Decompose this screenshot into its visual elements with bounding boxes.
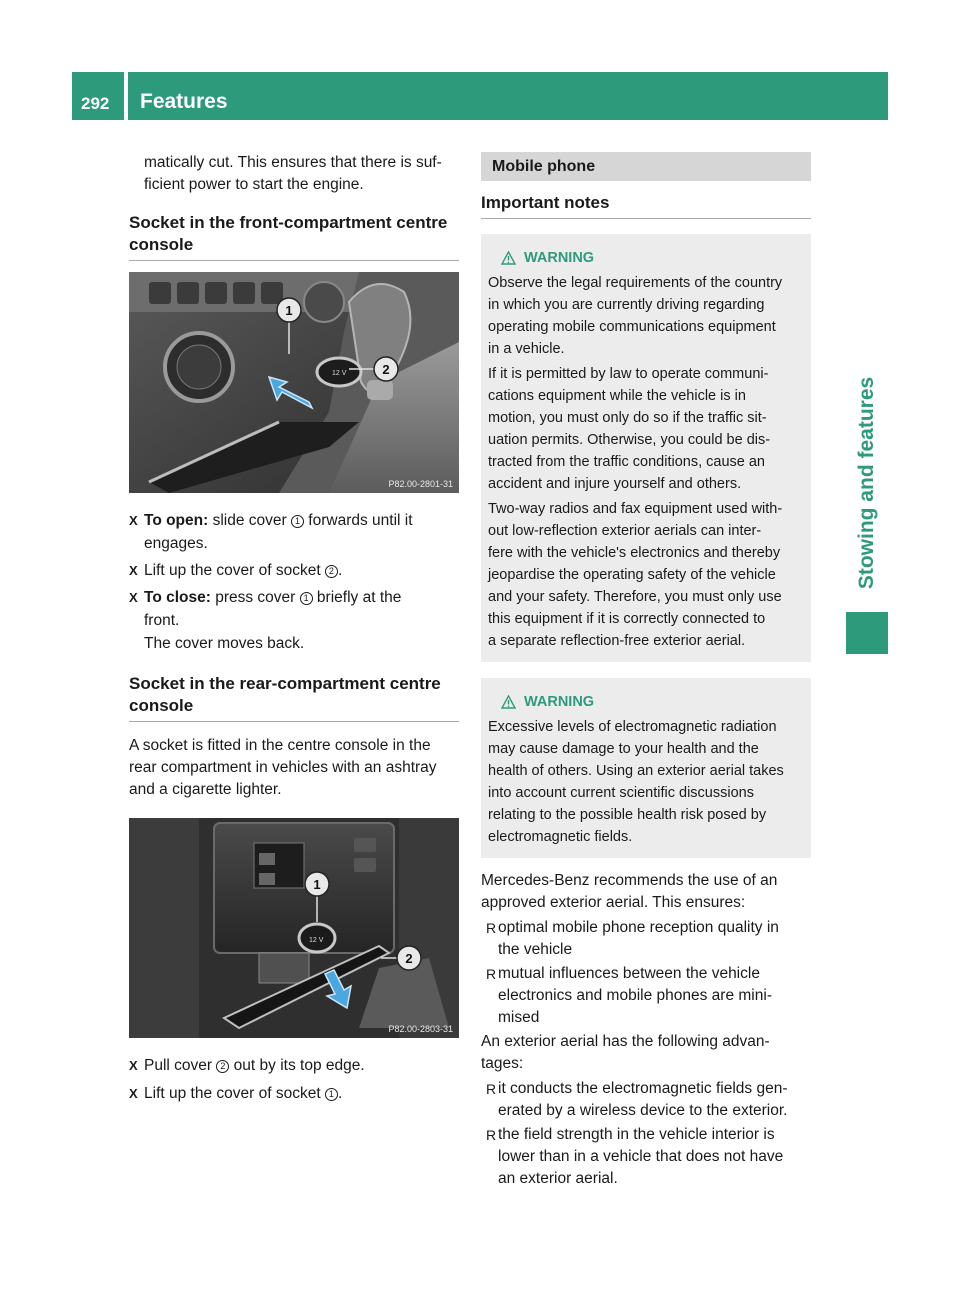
- rear-heading-line-2: console: [129, 696, 194, 715]
- line: operating mobile communications equipment: [488, 319, 776, 335]
- recommendation-text: [481, 870, 811, 914]
- line: it conducts the electromagnetic fields gen-: [498, 1080, 788, 1097]
- line: jeopardise the operating safety of the vehicle: [488, 567, 776, 583]
- step-lift-rear: [129, 1082, 459, 1105]
- cover-number: 1: [291, 515, 304, 528]
- ensures-list: [481, 917, 811, 1029]
- step-text: Lift up the cover of socket: [144, 1085, 325, 1102]
- step-label: To open:: [144, 512, 209, 529]
- line: mutual influences between the vehicle: [498, 965, 760, 982]
- bullet-marker: R: [486, 966, 497, 982]
- line: fere with the vehicle's electronics and thereby: [488, 545, 781, 561]
- step-open: [129, 509, 459, 555]
- warning-title: WARNING: [524, 694, 595, 710]
- recommend-line-2: approved exterior aerial. This ensures:: [481, 894, 746, 911]
- socket-12v-label: 12 V: [309, 937, 324, 944]
- warning-icon: [501, 695, 516, 709]
- step-marker: X: [129, 590, 138, 605]
- rear-heading-line-1: Socket in the rear-compartment centre: [129, 674, 441, 693]
- rear-text-line-2: rear compartment in vehicles with an ashtray: [129, 759, 437, 776]
- photo-code: P82.00-2803-31: [388, 1024, 453, 1034]
- rear-console-photo: [129, 818, 459, 1038]
- step-text-end: out by its top edge.: [229, 1057, 365, 1074]
- line: lower than in a vehicle that does not have: [498, 1148, 784, 1165]
- warning-1-para-1: [488, 272, 804, 360]
- line: electromagnetic fields.: [488, 829, 633, 845]
- warning-1-para-3: [488, 498, 804, 652]
- cover-number: 1: [300, 592, 313, 605]
- step-marker: X: [129, 1086, 138, 1101]
- step-pull: [129, 1054, 459, 1077]
- line: uation permits. Otherwise, you could be dis-: [488, 432, 771, 448]
- socket-12v-label: 12 V: [332, 370, 347, 377]
- step-marker: X: [129, 513, 138, 528]
- section-title: Features: [128, 72, 888, 120]
- bullet-marker: R: [486, 1127, 497, 1143]
- warning-header: [501, 692, 804, 712]
- line: relating to the possible health risk posed by: [488, 807, 767, 823]
- list-item: [481, 1078, 811, 1122]
- line: optimal mobile phone reception quality in: [498, 919, 779, 936]
- bullet-marker: R: [486, 1081, 497, 1097]
- line: motion, you must only do so if the traffic sit-: [488, 410, 767, 426]
- left-column: [129, 152, 459, 1105]
- advantages-line-2: tages:: [481, 1055, 524, 1072]
- line: Two-way radios and fax equipment used with-: [488, 501, 783, 517]
- step-text-end: forwards until it: [303, 512, 413, 529]
- advantages-list: [481, 1078, 811, 1190]
- photo-code: P82.00-2801-31: [388, 479, 453, 489]
- mobile-phone-banner: Mobile phone: [481, 152, 811, 181]
- line: into account current scientific discussions: [488, 785, 754, 801]
- callout-1: 1: [285, 303, 293, 318]
- step-text-end: briefly at the: [312, 589, 402, 606]
- line: this equipment if it is correctly connected to: [488, 611, 766, 627]
- step-continuation: front.: [144, 612, 180, 629]
- line: may cause damage to your health and the: [488, 741, 759, 757]
- step-text-end: .: [337, 1085, 343, 1102]
- callout-1: 1: [313, 877, 321, 892]
- line: and your safety. Therefore, you must only use: [488, 589, 782, 605]
- front-steps: [129, 509, 459, 655]
- line: health of others. Using an exterior aerial takes: [488, 763, 784, 779]
- front-console-illustration: [129, 272, 459, 493]
- step-continuation: engages.: [144, 535, 208, 552]
- step-label: To close:: [144, 589, 211, 606]
- line: out low-reflection exterior aerials can inter-: [488, 523, 762, 539]
- line: mised: [498, 1009, 540, 1026]
- advantages-text: [481, 1031, 811, 1075]
- line: the field strength in the vehicle interior is: [498, 1126, 775, 1143]
- intro-line-2: ficient power to start the engine.: [144, 176, 364, 193]
- step-text: slide cover: [208, 512, 291, 529]
- step-close: [129, 586, 459, 655]
- rear-console-illustration: [129, 818, 459, 1038]
- line: an exterior aerial.: [498, 1170, 618, 1187]
- step-result: The cover moves back.: [144, 635, 305, 652]
- rear-text-line-1: A socket is fitted in the centre console in the: [129, 737, 431, 754]
- important-notes-heading: Important notes: [481, 192, 811, 219]
- list-item: [481, 917, 811, 961]
- callout-2: 2: [405, 951, 413, 966]
- front-console-heading: [129, 212, 459, 261]
- warning-header: [501, 248, 804, 268]
- line: the vehicle: [498, 941, 573, 958]
- step-marker: X: [129, 563, 138, 578]
- front-heading-line-1: Socket in the front-compartment centre: [129, 213, 448, 232]
- step-text: press cover: [210, 589, 300, 606]
- step-text-end: .: [337, 562, 343, 579]
- warning-icon: [501, 251, 516, 265]
- line: erated by a wireless device to the exterior.: [498, 1102, 788, 1119]
- side-tab-label: Stowing and features: [855, 376, 878, 590]
- warning-title: WARNING: [524, 250, 595, 266]
- rear-console-heading: [129, 673, 459, 722]
- side-margin: [840, 126, 888, 1300]
- intro-line-1: matically cut. This ensures that there is suf-: [144, 154, 442, 171]
- front-heading-line-2: console: [129, 235, 194, 254]
- list-item: [481, 1124, 811, 1190]
- cover-number: 2: [216, 1060, 229, 1073]
- step-lift: [129, 559, 459, 582]
- warning-box-1: [481, 234, 811, 662]
- line: in which you are currently driving regarding: [488, 297, 765, 313]
- warning-2-para-1: [488, 716, 804, 848]
- warning-1-para-2: [488, 363, 804, 495]
- line: tracted from the traffic conditions, cause an: [488, 454, 765, 470]
- line: in a vehicle.: [488, 341, 565, 357]
- line: Excessive levels of electromagnetic radiation: [488, 719, 777, 735]
- callout-2: 2: [382, 362, 390, 377]
- rear-steps: [129, 1054, 459, 1105]
- step-text: Lift up the cover of socket: [144, 562, 325, 579]
- front-console-photo: [129, 272, 459, 493]
- socket-number: 1: [325, 1088, 338, 1101]
- rear-console-text: [129, 735, 459, 801]
- list-item: [481, 963, 811, 1029]
- line: If it is permitted by law to operate communi-: [488, 366, 769, 382]
- line: accident and injure yourself and others.: [488, 476, 742, 492]
- recommend-line-1: Mercedes-Benz recommends the use of an: [481, 872, 778, 889]
- page-number: 292: [72, 72, 124, 120]
- warning-box-2: [481, 678, 811, 858]
- line: cations equipment while the vehicle is in: [488, 388, 746, 404]
- step-text: Pull cover: [144, 1057, 217, 1074]
- bullet-marker: R: [486, 920, 497, 936]
- side-tab-marker: [846, 612, 888, 654]
- rear-text-line-3: and a cigarette lighter.: [129, 781, 282, 798]
- line: electronics and mobile phones are mini-: [498, 987, 772, 1004]
- advantages-line-1: An exterior aerial has the following advan-: [481, 1033, 770, 1050]
- socket-number: 2: [325, 565, 338, 578]
- right-column: [481, 152, 811, 1190]
- step-marker: X: [129, 1058, 138, 1073]
- line: Observe the legal requirements of the country: [488, 275, 783, 291]
- line: a separate reflection-free exterior aerial.: [488, 633, 746, 649]
